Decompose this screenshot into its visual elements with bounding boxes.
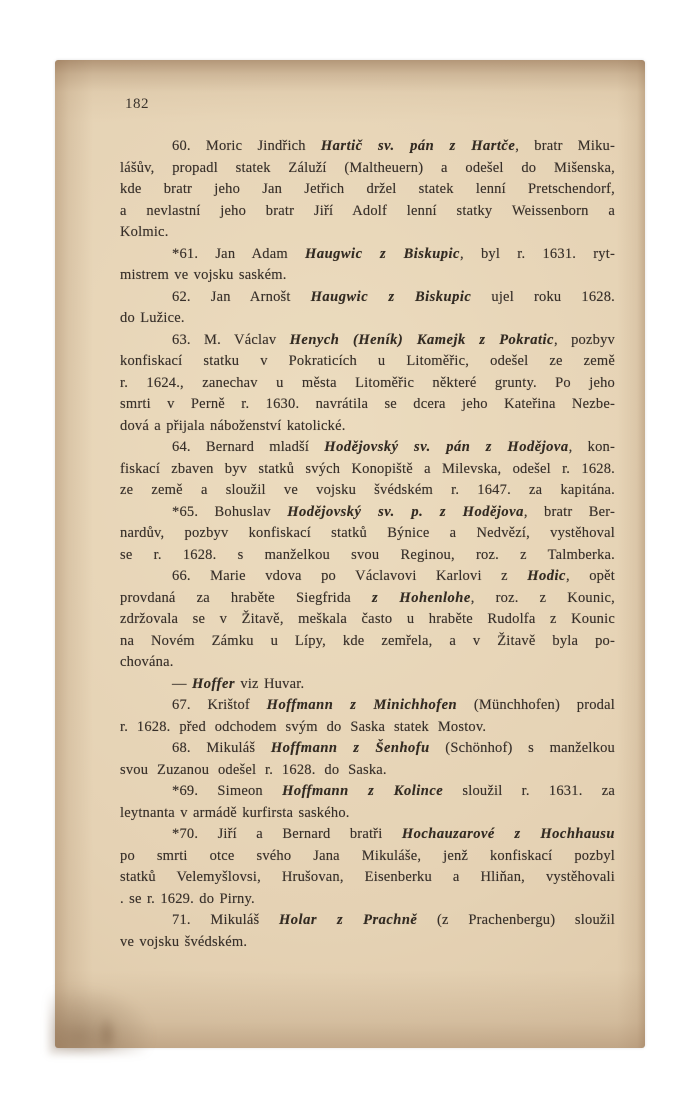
page-number: 182 (125, 96, 149, 112)
text-run: konfiskací statku v Pokraticích u Litoměřic, odešel ze země (120, 353, 615, 369)
text-run: — (172, 675, 193, 692)
name-italic-run: Hochauzarové z Hochhausu (401, 826, 615, 842)
text-line (120, 179, 615, 201)
text-run: , bratr Miku- (515, 138, 615, 154)
text-line (120, 308, 615, 330)
text-line (120, 760, 615, 782)
text-line (120, 437, 615, 459)
text-line (120, 738, 615, 760)
text-run: *65. Bohuslav (172, 503, 288, 520)
name-italic-run: Hodějovský sv. pán z Hodějova (324, 439, 569, 455)
text-line (120, 846, 615, 868)
text-run: a nevlastní jeho bratr Jiří Adolf lenní statky Weissenborn a (120, 202, 615, 219)
name-italic-run: Holar z Prachně (279, 912, 418, 928)
text-run: 62. Jan Arnošt (172, 288, 311, 305)
text-line (120, 201, 615, 223)
text-line (120, 910, 615, 932)
text-run: (Schönhof) s manželkou (429, 740, 615, 756)
text-run: , opět (565, 568, 615, 584)
text-line (120, 373, 615, 395)
name-italic-run: Hodic (527, 568, 566, 584)
text-run: r. 1624., zanechav u města Litoměřic některé grunty. Po jeho (120, 374, 615, 391)
text-run: 63. M. Václav (172, 331, 290, 348)
text-run: dová a přijala náboženství katolické. (120, 417, 346, 434)
text-run: zdržovala se v Žitavě, meškala často u hraběte Rudolfa z Kounic (120, 611, 615, 627)
text-line (120, 545, 615, 567)
text-run: ve vojsku švédském. (120, 933, 248, 950)
text-line (120, 695, 615, 717)
text-run: (z Prachenbergu) sloužil (417, 912, 615, 928)
text-run: 71. Mikuláš (172, 912, 280, 928)
name-italic-run: Hoffmann z Kolince (282, 783, 444, 799)
text-line (120, 652, 615, 674)
text-run: mistrem ve vojsku saském. (120, 267, 287, 283)
text-run: kde bratr jeho Jan Jetřich držel statek lenní Pretschendorf, (120, 181, 615, 197)
text-line (120, 244, 615, 266)
name-italic-run: Hoffmann z Šenhofu (270, 740, 430, 756)
name-italic-run: Hoffmann z Minichhofen (266, 697, 458, 713)
text-line (120, 803, 615, 825)
text-run: . se r. 1629. do Pirny. (120, 890, 255, 907)
text-run: *61. Jan Adam (172, 245, 306, 262)
text-line (120, 330, 615, 352)
text-block (120, 136, 615, 953)
name-italic-run: Henych (Heník) Kamejk z Pokratic (289, 331, 554, 348)
text-run: (Münchhofen) prodal (457, 697, 615, 713)
text-line (120, 824, 615, 846)
text-line (120, 480, 615, 502)
text-line (120, 889, 615, 911)
text-run: leytnanta v armádě kurfirsta saského. (120, 804, 350, 821)
name-italic-run: Hartič sv. pán z Hartče (320, 138, 516, 154)
text-line (120, 674, 615, 696)
text-line (120, 502, 615, 524)
text-run: provdaná za hraběte Siegfrida (120, 589, 372, 606)
text-run: , kon- (568, 439, 615, 455)
text-run: 68. Mikuláš (172, 740, 271, 756)
text-run: , byl r. 1631. ryt- (459, 245, 615, 262)
text-run: nardův, pozbyv konfiskací statků Býnice a Nedvězí, vystěhoval (120, 525, 615, 541)
text-run: smrti v Perně r. 1630. navrátila se dcera jeho Kateřina Nezbe- (120, 396, 615, 412)
text-line (120, 566, 615, 588)
text-run: lášův, propadl statek Záluží (Maltheuern) a odešel do Mišenska, (120, 159, 615, 176)
text-run: 67. Krištof (172, 697, 267, 713)
text-run: svou Zuzanou odešel r. 1628. do Saska. (120, 761, 387, 778)
name-italic-run: z Hohenlohe (371, 589, 471, 606)
text-line (120, 287, 615, 309)
text-line (120, 523, 615, 545)
name-italic-run: Haugwic z Biskupic (305, 245, 460, 262)
text-run: , bratr Ber- (523, 503, 615, 520)
text-run: ze země a sloužil ve vojsku švédském r. 1647. za kapitána. (120, 482, 615, 498)
name-italic-run: Hoffer (192, 675, 236, 692)
text-line (120, 394, 615, 416)
text-run: ujel roku 1628. (471, 288, 615, 305)
text-line (120, 459, 615, 481)
text-run: 64. Bernard mladší (172, 439, 325, 455)
text-run: na Novém Zámku u Lípy, kde zemřela, a v Žitavě byla po- (120, 632, 615, 649)
text-run: sloužil r. 1631. za (443, 783, 615, 799)
text-run: 60. Moric Jindřich (172, 138, 321, 154)
name-italic-run: Hodějovský sv. p. z Hodějova (287, 503, 524, 520)
text-run: chována. (120, 654, 174, 670)
text-line (120, 717, 615, 739)
text-run: , pozbyv (553, 331, 615, 348)
text-line (120, 222, 615, 244)
text-run: r. 1628. před odchodem svým do Saska statek Mostov. (120, 718, 487, 735)
text-line (120, 158, 615, 180)
text-run: viz Huvar. (235, 675, 305, 692)
text-line (120, 136, 615, 158)
text-line (120, 416, 615, 438)
text-run: 66. Marie vdova po Václavovi Karlovi z (172, 568, 528, 584)
text-run: *69. Simeon (172, 783, 283, 799)
text-run: *70. Jiří a Bernard bratři (172, 826, 402, 842)
name-italic-run: Haugwic z Biskupic (310, 288, 472, 305)
text-line (120, 351, 615, 373)
text-line (120, 781, 615, 803)
text-run: se r. 1628. s manželkou svou Reginou, roz. z Talmberka. (120, 546, 615, 563)
text-run: po smrti otce svého Jana Mikuláše, jenž konfiskací pozbyl (120, 847, 615, 864)
text-line (120, 609, 615, 631)
scanned-book-page (55, 60, 645, 1048)
text-line (120, 265, 615, 287)
text-line (120, 631, 615, 653)
text-line (120, 932, 615, 954)
text-run: Kolmic. (120, 224, 169, 240)
text-run: fiskací zbaven byv statků svých Konopiště a Milevska, odešel r. 1628. (120, 460, 615, 477)
text-run: , roz. z Kounic, (470, 589, 615, 606)
text-run: do Lužice. (120, 310, 185, 326)
text-run: statků Velemyšlovsi, Hrušovan, Eisenberku a Hliňan, vystěhovali (120, 869, 615, 885)
text-line (120, 867, 615, 889)
text-line (120, 588, 615, 610)
